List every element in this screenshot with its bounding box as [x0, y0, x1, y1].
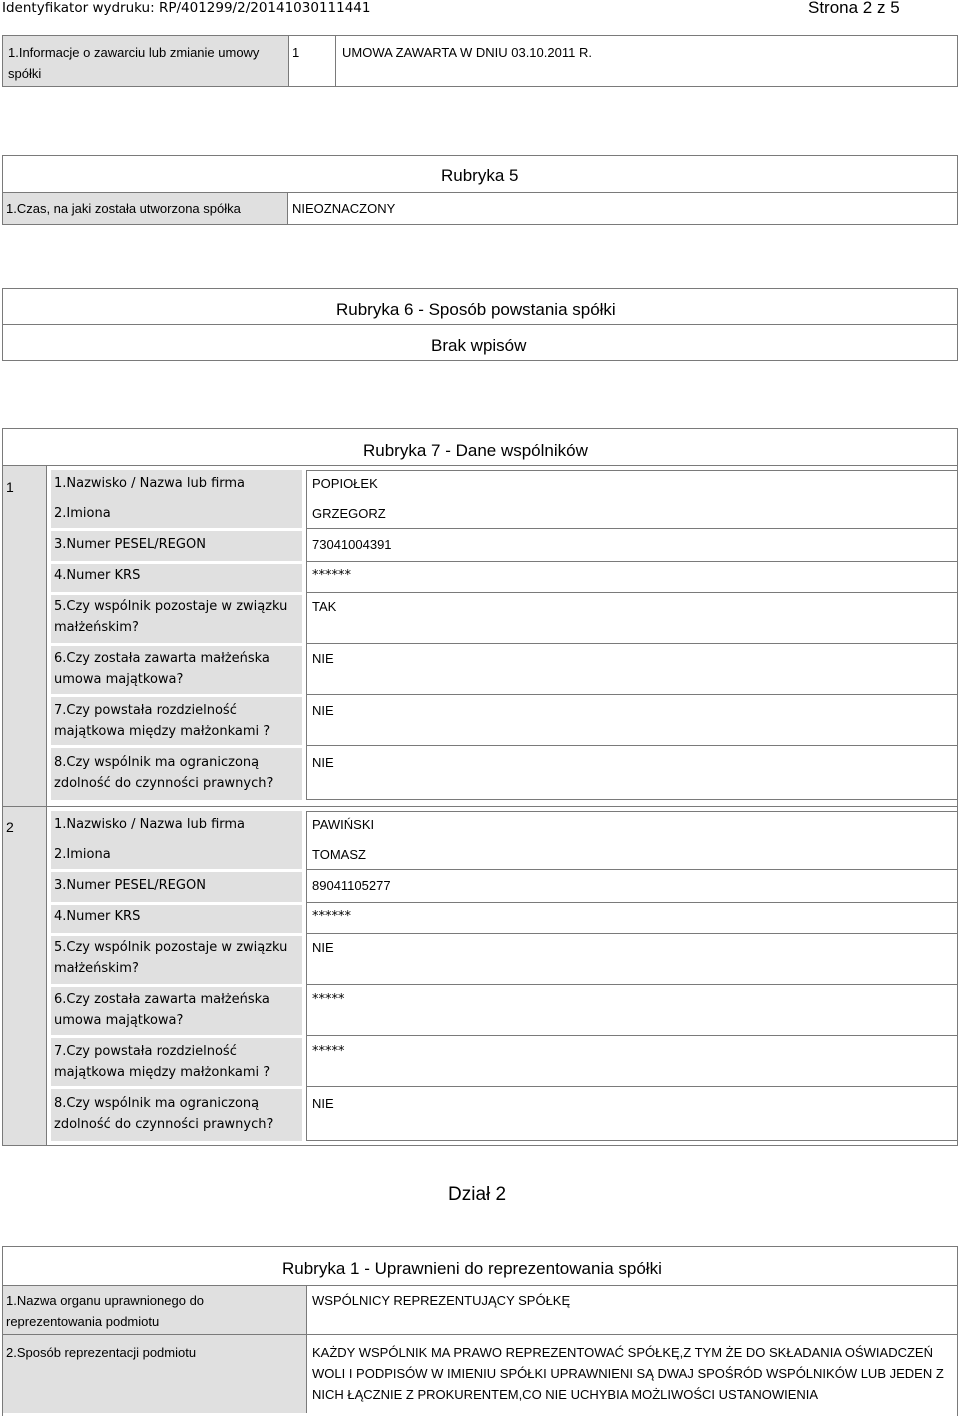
p2-value-2: TOMASZ — [312, 847, 366, 862]
p2-label-3: 3.Numer PESEL/REGON — [54, 878, 206, 893]
p1-label-4: 4.Numer KRS — [54, 568, 141, 583]
p2-label-4: 4.Numer KRS — [54, 909, 141, 924]
p1-label-8: 8.Czy wspólnik ma ograniczoną zdolność do czynności prawnych? — [54, 755, 274, 791]
rubryka-6-title: Rubryka 6 - Sposób powstania spółki — [336, 300, 616, 319]
p1-label-1: 1.Nazwisko / Nazwa lub firma — [54, 476, 246, 491]
contract-info-value: UMOWA ZAWARTA W DNIU 03.10.2011 R. — [342, 45, 592, 60]
contract-info-label: 1.Informacje o zawarciu lub zmianie umowy spółki — [8, 45, 260, 81]
p2-label-6: 6.Czy została zawarta małżeńska umowa majątkowa? — [54, 992, 270, 1028]
d2-value-2: KAŻDY WSPÓLNIK MA PRAWO REPREZENTOWAĆ SPÓŁKĘ,Z TYM ŻE DO SKŁADANIA OŚWIADCZEŃ WOLI I PODPISÓW W IMIENIU SPÓŁKI UPRAWNIENI SĄ DWAJ SPOŚRÓD WSPÓLNIKÓW LUB JEDEN Z NICH ŁĄCZNIE Z PROKURENTEM,CO NIE UCHYBIA MOŻLIWOŚCI USTANOWIENIA — [312, 1345, 944, 1402]
p1-value-2: GRZEGORZ — [312, 506, 386, 521]
p2-label-8: 8.Czy wspólnik ma ograniczoną zdolność do czynności prawnych? — [54, 1096, 274, 1132]
p1-value-7: NIE — [312, 703, 334, 718]
p2-value-8: NIE — [312, 1096, 334, 1111]
d2-label-2: 2.Sposób reprezentacji podmiotu — [6, 1345, 197, 1360]
p1-value-4: ****** — [312, 568, 351, 583]
p1-value-6: NIE — [312, 651, 334, 666]
p2-value-1: PAWIŃSKI — [312, 817, 375, 832]
page-number: Strona 2 z 5 — [808, 0, 900, 17]
rubryka-5-label: 1.Czas, na jaki została utworzona spółka — [6, 201, 241, 216]
p1-label-5: 5.Czy wspólnik pozostaje w związku małżeńskim? — [54, 599, 288, 635]
p1-label-3: 3.Numer PESEL/REGON — [54, 537, 206, 552]
p1-label-2: 2.Imiona — [54, 506, 111, 521]
p2-value-7: ***** — [312, 1044, 345, 1059]
p1-value-3: 73041004391 — [312, 537, 392, 552]
rubryka-5-title: Rubryka 5 — [441, 166, 519, 185]
p1-label-7: 7.Czy powstała rozdzielność majątkowa między małżonkami ? — [54, 703, 271, 739]
contract-info-number: 1 — [292, 45, 300, 60]
p1-value-5: TAK — [312, 599, 337, 614]
partner-2-number: 2 — [6, 819, 14, 835]
p2-value-4: ****** — [312, 909, 351, 924]
dzial-2-rubryka-1-title: Rubryka 1 - Uprawnieni do reprezentowania spółki — [282, 1259, 662, 1278]
p1-value-8: NIE — [312, 755, 334, 770]
rubryka-5-value: NIEOZNACZONY — [292, 201, 396, 216]
p2-value-6: ***** — [312, 992, 345, 1007]
partner-1-number: 1 — [6, 479, 14, 495]
d2-label-1: 1.Nazwa organu uprawnionego do reprezentowania podmiotu — [6, 1293, 205, 1329]
rubryka-6-empty: Brak wpisów — [431, 336, 527, 355]
p2-label-7: 7.Czy powstała rozdzielność majątkowa między małżonkami ? — [54, 1044, 271, 1080]
p1-label-6: 6.Czy została zawarta małżeńska umowa majątkowa? — [54, 651, 270, 687]
dzial-2-title: Dział 2 — [448, 1184, 507, 1205]
p2-label-1: 1.Nazwisko / Nazwa lub firma — [54, 817, 246, 832]
p2-label-5: 5.Czy wspólnik pozostaje w związku małżeńskim? — [54, 940, 288, 976]
p2-label-2: 2.Imiona — [54, 847, 111, 862]
p2-value-3: 89041105277 — [312, 878, 391, 893]
p2-value-5: NIE — [312, 940, 334, 955]
rubryka-7-title: Rubryka 7 - Dane wspólników — [363, 441, 588, 460]
print-identifier: Identyfikator wydruku: RP/401299/2/20141030111441 — [2, 0, 371, 16]
d2-value-1: WSPÓLNICY REPREZENTUJĄCY SPÓŁKĘ — [312, 1293, 571, 1308]
p1-value-1: POPIOŁEK — [312, 476, 378, 491]
